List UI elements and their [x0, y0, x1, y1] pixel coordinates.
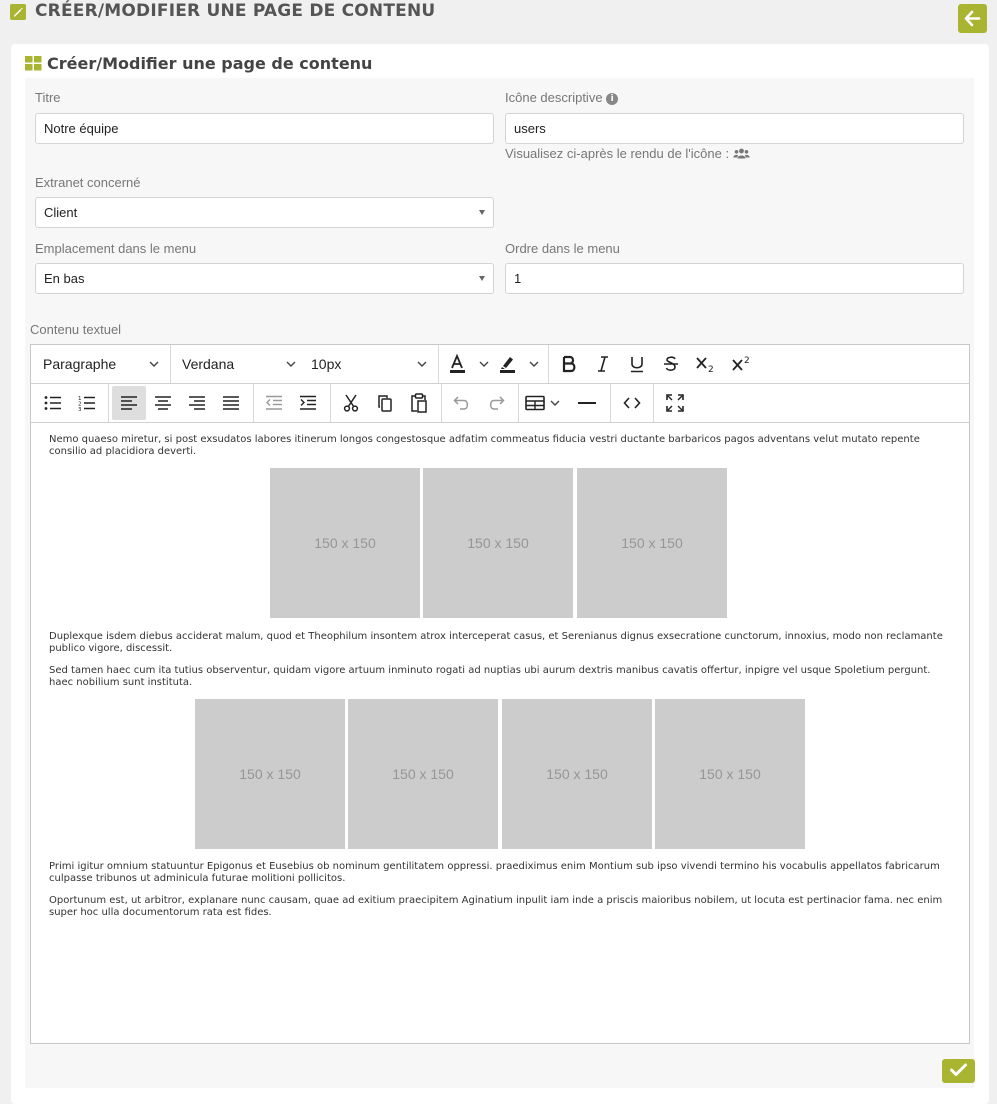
arrow-left-icon [964, 10, 981, 27]
back-button[interactable] [958, 4, 987, 33]
bullet-list-icon [44, 395, 62, 411]
rich-text-editor [30, 344, 970, 1044]
content-paragraph-4: Primi igitur omnium statuuntur Epigonus et Eusebius ob nominum gentilitatem oppressi. praediximus enim Montium sub ipso vivendi termino his vocabulis appellatos fabricarum culpasse tribunos ut adminicula futurae molitioni pollicitos. [49, 861, 940, 884]
fullscreen-icon [666, 394, 684, 412]
titre-label: Titre [35, 90, 61, 105]
emplacement-label: Emplacement dans le menu [35, 241, 197, 256]
panel-title: Créer/Modifier une page de contenu [47, 54, 373, 73]
align-center-icon [154, 395, 172, 411]
bold-icon [561, 355, 577, 373]
redo-icon [487, 395, 505, 411]
grid-icon [25, 56, 42, 71]
align-justify-button[interactable] [214, 386, 248, 420]
contenu-label: Contenu textuel [30, 322, 122, 337]
font-size-dropdown[interactable] [303, 347, 436, 381]
icone-label [505, 90, 618, 105]
align-left-button[interactable] [112, 386, 146, 420]
superscript-icon [731, 355, 753, 373]
paste-button[interactable] [402, 386, 436, 420]
image-placeholder[interactable] [195, 699, 345, 849]
align-left-icon [120, 395, 138, 411]
table-button[interactable] [522, 386, 566, 420]
block-format-dropdown[interactable] [33, 347, 168, 381]
chevron-down-icon [286, 361, 296, 368]
page-title: CRÉER/MODIFIER UNE PAGE DE CONTENU [35, 1, 436, 21]
font-size-value: 10px [311, 356, 342, 372]
placeholder-label: 150 x 150 [239, 766, 301, 782]
text-color-icon [447, 353, 489, 375]
icone-label-text: Icône descriptive [505, 90, 603, 105]
chevron-down-icon [149, 361, 159, 368]
align-right-button[interactable] [180, 386, 214, 420]
fullscreen-button[interactable] [657, 386, 693, 420]
source-code-icon [623, 396, 641, 410]
placeholder-label: 150 x 150 [699, 766, 761, 782]
paste-icon [410, 393, 428, 413]
numbered-list-icon [78, 395, 96, 411]
emplacement-select[interactable] [35, 263, 494, 294]
titre-input[interactable]: Notre équipe [35, 113, 494, 144]
align-center-button[interactable] [146, 386, 180, 420]
bold-button[interactable] [553, 347, 585, 381]
svg-text:2: 2 [78, 401, 82, 408]
content-paragraph-2: Duplexque isdem diebus acciderat malum, quod et Theophilum insontem atrox interceperat casus, et Serenianus dignus exsecratione cunctorum, innoxius, modo non reclamante publico vigore, discessit. [49, 631, 943, 654]
toolbar-row-1 [31, 345, 969, 384]
highlight-icon [497, 353, 539, 375]
undo-button[interactable] [445, 386, 479, 420]
icone-hint [505, 146, 750, 161]
subscript-button[interactable] [689, 347, 723, 381]
image-placeholder[interactable] [655, 699, 805, 849]
icone-hint-text: Visualisez ci-après le rendu de l'icône : [505, 146, 730, 161]
icone-input[interactable]: users [505, 113, 964, 144]
image-placeholder[interactable] [423, 468, 573, 618]
highlight-color-button[interactable] [494, 347, 542, 381]
pencil-square-icon [10, 4, 26, 20]
copy-icon [377, 394, 393, 412]
outdent-icon [265, 395, 283, 411]
undo-icon [453, 395, 471, 411]
outdent-button[interactable] [257, 386, 291, 420]
svg-text:3: 3 [78, 407, 82, 411]
image-placeholder[interactable] [348, 699, 498, 849]
save-button[interactable] [942, 1059, 975, 1083]
svg-text:2: 2 [708, 365, 714, 373]
page-header [0, 0, 997, 40]
svg-text:1: 1 [78, 396, 82, 402]
check-icon [950, 1063, 967, 1077]
redo-button[interactable] [479, 386, 513, 420]
extranet-select[interactable] [35, 197, 494, 228]
underline-icon [630, 355, 644, 373]
italic-button[interactable] [587, 347, 619, 381]
extranet-select-value: Client [44, 205, 78, 220]
info-icon[interactable]: i [606, 93, 618, 105]
source-code-button[interactable] [614, 386, 650, 420]
subscript-icon [695, 355, 717, 373]
horizontal-rule-icon [578, 401, 596, 405]
font-family-value: Verdana [182, 356, 235, 372]
copy-button[interactable] [368, 386, 402, 420]
emplacement-select-value: En bas [44, 271, 85, 286]
ordre-input[interactable]: 1 [505, 263, 964, 294]
content-paragraph-3: Sed tamen haec cum ita tutius observentur, quidam vigore artuum inminuto rogati ad nuptias ubi aurum dextris manibus cavatis offertur, inpigre vel usque Spoletium pergunt. haec nobilium sunt instituta. [49, 665, 931, 688]
svg-text:2: 2 [744, 356, 750, 366]
block-format-value: Paragraphe [43, 356, 117, 372]
align-justify-icon [222, 395, 240, 411]
toolbar-row-2 [31, 384, 969, 423]
placeholder-label: 150 x 150 [546, 766, 608, 782]
italic-icon [596, 355, 610, 373]
cut-button[interactable] [334, 386, 368, 420]
superscript-button[interactable] [725, 347, 759, 381]
underline-button[interactable] [621, 347, 653, 381]
placeholder-label: 150 x 150 [621, 535, 683, 551]
image-placeholder[interactable] [577, 468, 727, 618]
image-placeholder[interactable] [502, 699, 652, 849]
content-paragraph-5: Oportunum est, ut arbitror, explanare nunc causam, quae ad exitium praecipitem Aginatium inpulit iam inde a priscis maioribus nobilem, ut locuta est pertinacior fama. nec enim super hoc ulla documentorum rata est fides. [49, 895, 943, 918]
chevron-down-icon [417, 361, 427, 368]
ordre-label: Ordre dans le menu [505, 241, 620, 256]
placeholder-label: 150 x 150 [392, 766, 454, 782]
content-paragraph-1: Nemo quaeso miretur, si post exsudatos labores itinerum longos congestosque adfatim commeatus fiducia vestri ductante barbaricos pagos adventans velut mutato repente consilio ad placidiora deverti. [49, 434, 920, 457]
cut-icon [343, 394, 359, 412]
horizontal-rule-button[interactable] [569, 386, 605, 420]
strikethrough-button[interactable] [655, 347, 687, 381]
extranet-label: Extranet concerné [35, 175, 141, 190]
text-color-button[interactable] [444, 347, 492, 381]
image-placeholder[interactable] [270, 468, 420, 618]
select-arrow-icon [479, 210, 485, 215]
indent-button[interactable] [291, 386, 325, 420]
table-icon [525, 395, 563, 411]
font-family-dropdown[interactable] [172, 347, 302, 381]
select-arrow-icon [479, 276, 485, 281]
strikethrough-icon [663, 355, 679, 373]
users-icon [733, 148, 750, 159]
placeholder-label: 150 x 150 [314, 535, 376, 551]
placeholder-label: 150 x 150 [467, 535, 529, 551]
bullet-list-button[interactable] [36, 386, 70, 420]
numbered-list-button[interactable] [70, 386, 104, 420]
align-right-icon [188, 395, 206, 411]
indent-icon [299, 395, 317, 411]
